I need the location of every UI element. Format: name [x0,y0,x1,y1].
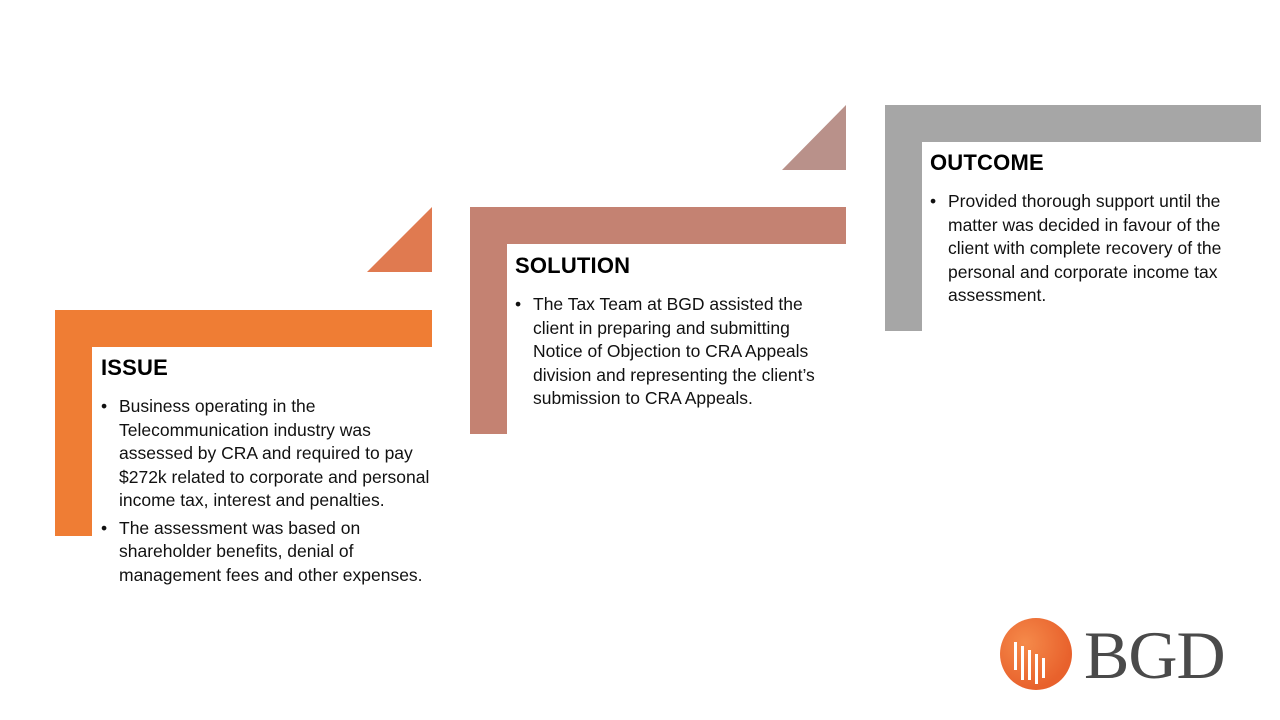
outcome-bracket-top [885,105,1261,142]
issue-step-arrow [367,207,432,272]
issue-bullet-1: • Business operating in the Telecommunication industry was assessed by CRA and required to pay $272k related to corporate and personal income tax, interest and penalties. [101,395,431,513]
solution-step-arrow [782,105,846,170]
solution-bracket-side [470,207,507,434]
outcome-bullet-1: • Provided thorough support until the matter was decided in favour of the client with complete recovery of the personal and corporate income tax assessment. [930,190,1248,308]
bgd-logo-icon [1000,618,1072,690]
solution-bullet-list [515,293,833,415]
issue-heading: ISSUE [101,355,169,380]
outcome-bullet-list [930,190,1248,312]
outcome-heading: OUTCOME [930,150,1044,175]
solution-heading: SOLUTION [515,253,631,278]
outcome-bracket-side [885,105,922,331]
issue-bracket-side [55,310,92,536]
bgd-logo [1000,618,1240,692]
solution-bracket-top [470,207,846,244]
issue-bullet-2: • The assessment was based on shareholder benefits, denial of management fees and other expenses. [101,517,431,588]
bgd-logo-bars [1000,618,1072,690]
solution-bullet-1: • The Tax Team at BGD assisted the client in preparing and submitting Notice of Objection to CRA Appeals division and representing the client’s submission to CRA Appeals. [515,293,833,411]
issue-bracket-top [55,310,432,347]
bgd-logo-text: BGD [1084,617,1225,693]
issue-bullet-list [101,395,431,591]
